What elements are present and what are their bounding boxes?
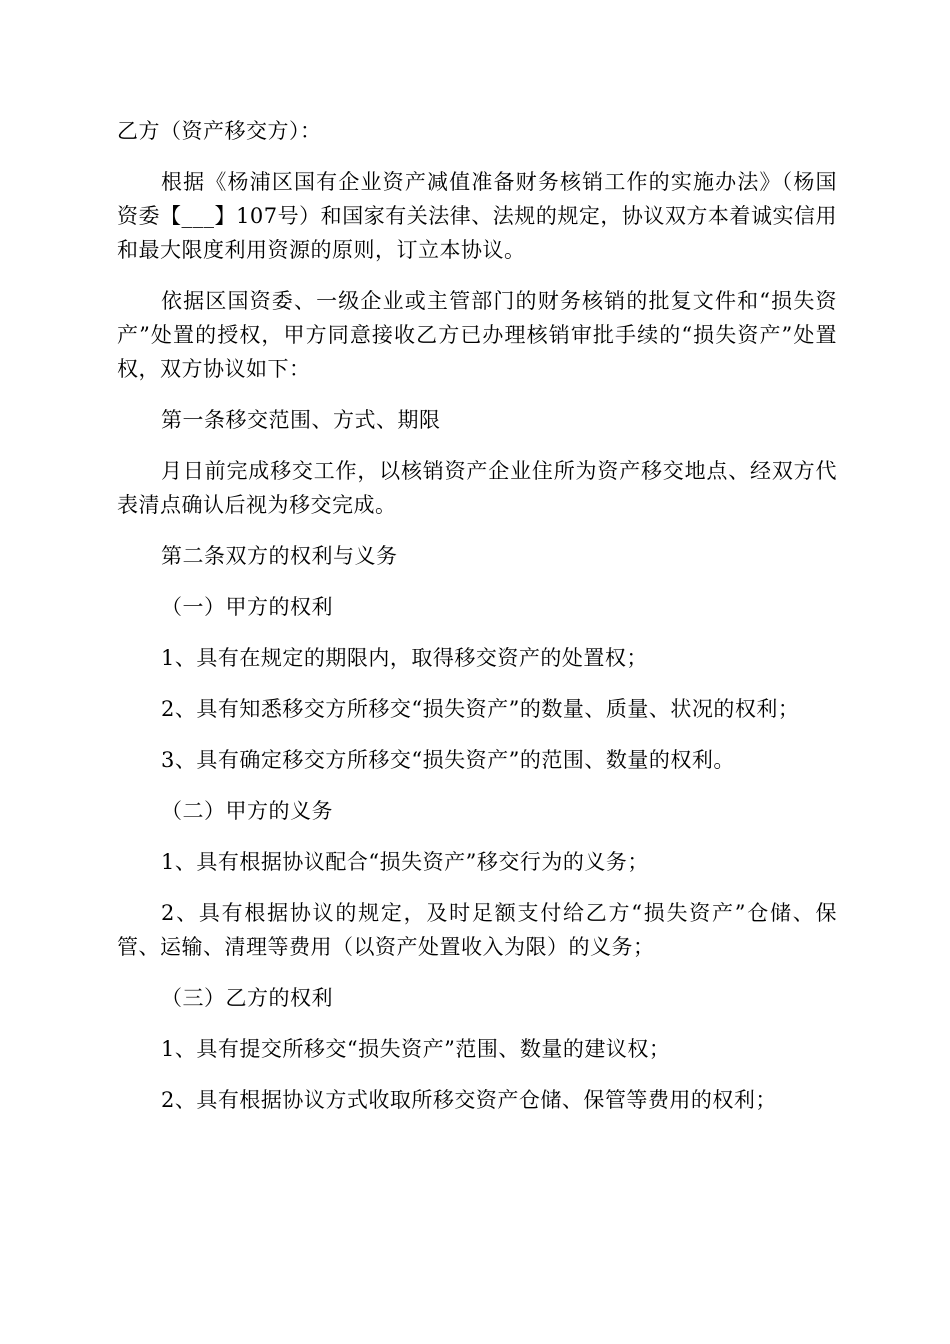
party-b-right-2: 2、具有根据协议方式收取所移交资产仓储、保管等费用的权利； bbox=[161, 1088, 777, 1112]
party-a-right-3: 3、具有确定移交方所移交“损失资产”的范围、数量的权利。 bbox=[161, 748, 735, 772]
authorization-paragraph: 依据区国资委、一级企业或主管部门的财务核销的批复文件和“损失资产”处置的授权，甲方同意接收乙方已办理核销审批手续的“损失资产”处置权，双方协议如下： bbox=[117, 289, 837, 381]
article-1-heading: 第一条移交范围、方式、期限 bbox=[161, 408, 441, 432]
article-1-body: 月日前完成移交工作，以核销资产企业住所为资产移交地点、经双方代表清点确认后视为移交完成。 bbox=[117, 459, 837, 517]
party-a-duty-2: 2、具有根据协议的规定，及时足额支付给乙方“损失资产”仓储、保管、运输、清理等费用（以资产处置收入为限）的义务； bbox=[117, 901, 837, 959]
document-body bbox=[117, 114, 837, 1134]
party-a-rights-heading: （一）甲方的权利 bbox=[161, 595, 333, 619]
party-b-right-1: 1、具有提交所移交“损失资产”范围、数量的建议权； bbox=[161, 1037, 671, 1061]
party-b-rights-heading: （三）乙方的权利 bbox=[161, 986, 333, 1010]
party-a-duty-1: 1、具有根据协议配合“损失资产”移交行为的义务； bbox=[161, 850, 649, 874]
party-b-label: 乙方（资产移交方）： bbox=[117, 119, 322, 143]
party-a-right-1: 1、具有在规定的期限内，取得移交资产的处置权； bbox=[161, 646, 648, 670]
preamble-paragraph: 根据《杨浦区国有企业资产减值准备财务核销工作的实施办法》（杨国资委【___】107号）和国家有关法律、法规的规定，协议双方本着诚实信用和最大限度利用资源的原则，订立本协议。 bbox=[117, 170, 837, 262]
party-a-duties-heading: （二）甲方的义务 bbox=[161, 799, 333, 823]
article-2-heading: 第二条双方的权利与义务 bbox=[161, 544, 398, 568]
party-a-right-2: 2、具有知悉移交方所移交“损失资产”的数量、质量、状况的权利； bbox=[161, 697, 800, 721]
